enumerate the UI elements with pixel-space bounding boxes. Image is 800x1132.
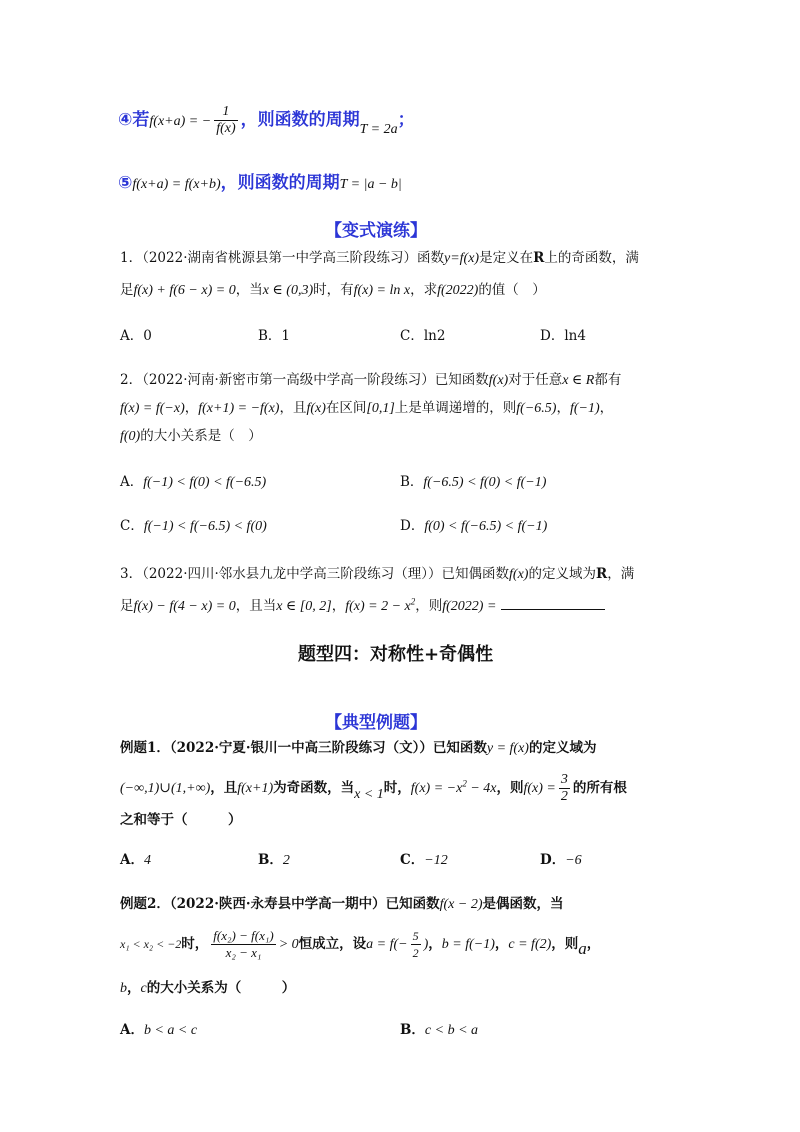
q1-l2-b: ，当 (235, 282, 263, 298)
q1-l2-math3: f(x) = ln x (353, 283, 411, 298)
q3-l2-math3: f(x) = 2 − x (345, 599, 411, 614)
prop4-frac-num: 1 (214, 104, 237, 121)
option-expr: 4 (143, 853, 151, 868)
e1-option-c (400, 848, 448, 869)
option-label: C． (400, 852, 425, 868)
q3-real-set: R (595, 566, 608, 582)
option-expr: f(−1) < f(0) < f(−6.5) (143, 475, 267, 490)
e2-option-a (120, 1018, 197, 1039)
prop5-period: T = |a − b| (339, 177, 402, 192)
option-expr: f(−1) < f(−6.5) < f(0) (143, 519, 267, 534)
option-label: D． (400, 518, 425, 534)
e2-l1-a: 例题2．（2022·陕西·永寿县中学高一期中）已知函数 (120, 896, 440, 912)
e2-fraction (211, 928, 275, 961)
q1-option-d: D．ln4 (540, 328, 586, 344)
q2-l2-math4: [0,1] (366, 401, 395, 416)
prop4-period: T = 2a (359, 122, 398, 137)
e1-l2-d: ，则 (496, 780, 524, 796)
e2-l2-math5: c = f(2) (508, 937, 552, 952)
e2-l2-paren-close: ) (423, 937, 429, 952)
q2-l2-math1: f(x) = f(−x) (120, 401, 185, 416)
q3-l2-b: ，且当 (235, 598, 277, 614)
e1-frac-den: 2 (560, 789, 568, 804)
option-expr: −6 (565, 853, 582, 868)
prop5-text: ，则函数的周期 (220, 173, 340, 193)
q1-text-c: 上的奇函数，满 (544, 250, 639, 266)
e2-l3-b: 的大小关系为（ ） (146, 980, 296, 996)
q3-line1 (120, 562, 634, 583)
option-expr: f(−6.5) < f(0) < f(−1) (423, 475, 547, 490)
option-label: D． (540, 852, 566, 868)
q2-l2-f: ， (599, 400, 614, 416)
q1-option-a: A．0 (120, 328, 152, 344)
q3-l2-d: ，则 (415, 598, 443, 614)
circled-number-4: ④ (118, 110, 133, 130)
e2-l3-a: ， (127, 980, 141, 996)
e1-l2-math4: f(x) = −x (410, 781, 463, 796)
e1-l2-b: 为奇函数，当 (273, 780, 355, 796)
e1-line1 (120, 736, 596, 757)
e2-l3-math2: c (140, 981, 147, 996)
variant-title: 【变式演练】 (325, 221, 427, 241)
e2-line1 (120, 892, 564, 913)
q3-l2-math2: x ∈ [0, 2] (276, 599, 332, 614)
prop4-fraction (214, 104, 237, 137)
prop4-frac-den: f(x) (216, 121, 236, 136)
q1-l2-d: ，求 (410, 282, 438, 298)
q1-l2-c: 时，有 (313, 282, 354, 298)
e2-fraction-2 (411, 928, 421, 961)
e2-l2-math1: x₁ < x₂ < −2 (120, 937, 182, 951)
q1-l2-math2: x ∈ (0,3) (262, 283, 314, 298)
e2-frac-den: x₂ − x₁ (225, 945, 262, 960)
option-label: B． (400, 1022, 425, 1038)
e2-l1-b: 是偶函数，当 (482, 896, 564, 912)
e1-option-d (540, 848, 582, 869)
section-heading: 题型四：对称性+奇偶性 (298, 644, 494, 665)
q3-l1-a: 3．（2022·四川·邻水县九龙中学高三阶段练习（理））已知偶函数 (120, 566, 510, 582)
q2-l2-d: 上是单调递增的，则 (394, 400, 517, 416)
q2-line1 (120, 368, 621, 389)
e1-l1-a: 例题1．（2022·宁夏·银川一中高三阶段练习（文））已知函数 (120, 740, 487, 756)
circled-number-5: ⑤ (118, 173, 133, 193)
q2-l1-math1: f(x) (488, 373, 509, 388)
option-label: A． (120, 852, 144, 868)
option-expr: c < b < a (424, 1023, 479, 1038)
prop-prefix: 若 (132, 110, 150, 130)
e1-l1-b: 的定义域为 (528, 740, 597, 756)
q3-l1-b: 的定义域为 (528, 566, 596, 582)
e2-l2-b: 恒成立，设 (298, 936, 367, 952)
q1-l2-math1: f(x) + f(6 − x) = 0 (133, 283, 236, 298)
q3-l1-c: ，满 (607, 566, 635, 582)
q2-option-b (400, 470, 546, 491)
e2-l2-math3: a = f (366, 937, 394, 952)
e1-l2-a: ，且 (210, 780, 238, 796)
e2-line3 (120, 976, 295, 997)
q1-option-c: C．ln2 (400, 328, 446, 344)
e1-l2-math4b: − 4x (466, 781, 497, 796)
option-label: A． (120, 1022, 144, 1038)
e2-line2 (120, 928, 600, 961)
q2-l2-a: ， (184, 400, 199, 416)
property-4 (118, 104, 415, 137)
q2-l2-math5: f(−6.5) (516, 401, 557, 416)
q2-l1-a: 2．（2022·河南·新密市第一高级中学高一阶段练习）已知函数 (120, 372, 489, 388)
e2-l2-math4: b = f(−1) (441, 937, 495, 952)
e1-line3: 之和等于（ ） (120, 812, 242, 828)
q2-option-d (400, 514, 547, 535)
q2-line3 (120, 424, 262, 445)
e1-l2-math3: x < 1 (354, 787, 384, 802)
e1-frac-num: 3 (560, 772, 568, 787)
q1-l2-a: 足 (120, 282, 134, 298)
q2-l3-math: f(0) (120, 429, 141, 444)
q2-l2-b: ，且 (279, 400, 307, 416)
q2-l2-e: ， (556, 400, 570, 416)
e1-fraction (559, 772, 570, 805)
e2-l2-a: 时， (181, 936, 209, 952)
q1-real-set: R (533, 250, 545, 266)
e1-l2-math5: f(x) = (523, 781, 556, 796)
q2-option-c (120, 514, 267, 535)
q3-line2 (120, 594, 605, 615)
q1-option-b: B．1 (258, 328, 291, 344)
property-5 (118, 168, 402, 193)
prop4-lhs: f(x+a) = − (149, 114, 212, 129)
e2-l2-c: ， (428, 936, 442, 952)
option-label: B． (400, 474, 424, 490)
q1-l2-math4: f(2022) (437, 283, 479, 298)
e1-l2-math1: (−∞,1)∪(1,+∞) (120, 781, 211, 796)
q2-l1-c: 都有 (594, 372, 622, 388)
q1-text-b: 是定义在 (479, 250, 534, 266)
e1-l2-e: 的所有根 (572, 780, 627, 796)
e1-option-b (258, 848, 290, 869)
q1-line2 (120, 278, 546, 299)
e2-frac-num: f(x₂) − f(x₁) (213, 928, 274, 943)
q3-l2-a: 足 (120, 598, 134, 614)
q3-l2-math1: f(x) − f(4 − x) = 0 (133, 599, 236, 614)
prop5-lhs: f(x+a) = f(x+b) (132, 177, 221, 192)
e1-l2-math2: f(x+1) (237, 781, 274, 796)
q2-l1-math2: x ∈ R (562, 373, 595, 388)
q2-option-a (120, 470, 266, 491)
e2-l3-math1: b (120, 981, 127, 996)
e2-l2-d: ， (494, 936, 509, 952)
q3-answer-blank (501, 597, 605, 610)
q2-l1-b: 对于任意 (508, 372, 563, 388)
q2-l2-math3: f(x) (306, 401, 326, 416)
option-expr: b < a < c (143, 1023, 198, 1038)
e1-l2-sup: 2 (462, 778, 467, 789)
e2-l2-math2: > 0 (278, 937, 299, 952)
e1-line2 (120, 772, 627, 805)
option-expr: 2 (282, 853, 290, 868)
e1-option-a (120, 848, 151, 869)
e2-l2-math6: a (578, 939, 587, 958)
q3-l2-math4: f(2022) = (442, 599, 497, 614)
q1-line1 (120, 246, 639, 267)
option-label: B． (258, 852, 283, 868)
q2-line2 (120, 396, 613, 417)
e2-option-b (400, 1018, 478, 1039)
option-label: A． (120, 474, 144, 490)
q3-l2-c: ， (331, 598, 346, 614)
q1-l2-e: 的值（ ） (478, 282, 546, 298)
q3-l1-math: f(x) (509, 567, 529, 582)
prop4-text: ，则函数的周期 (240, 110, 360, 130)
q1-text-a: 1．（2022·湖南省桃源县第一中学高三阶段练习）函数 (120, 250, 444, 266)
prop4-end: ； (397, 110, 415, 130)
e2-l2-f: ， (586, 936, 601, 952)
option-label: C． (120, 518, 144, 534)
e2-l1-math: f(x − 2) (439, 897, 483, 912)
q2-l2-math2: f(x+1) = −f(x) (198, 401, 280, 416)
e2-l2-paren-open: (− (393, 937, 408, 952)
q2-l3-a: 的大小关系是（ ） (140, 428, 262, 444)
examples-title: 【典型例题】 (325, 713, 427, 733)
q2-l2-math6: f(−1) (569, 401, 600, 416)
e2-frac2-num: 5 (412, 929, 419, 943)
e1-l2-c: 时， (383, 780, 411, 796)
e2-l2-e: ，则 (551, 936, 579, 952)
e1-l1-math: y = f(x) (486, 741, 529, 756)
q1-math-y: y=f(x) (444, 251, 480, 266)
option-expr: f(0) < f(−6.5) < f(−1) (424, 519, 548, 534)
q2-l2-c: 在区间 (325, 400, 367, 416)
option-expr: −12 (424, 853, 448, 868)
e2-frac2-den: 2 (412, 946, 419, 960)
q3-l2-sup: 2 (410, 596, 416, 607)
